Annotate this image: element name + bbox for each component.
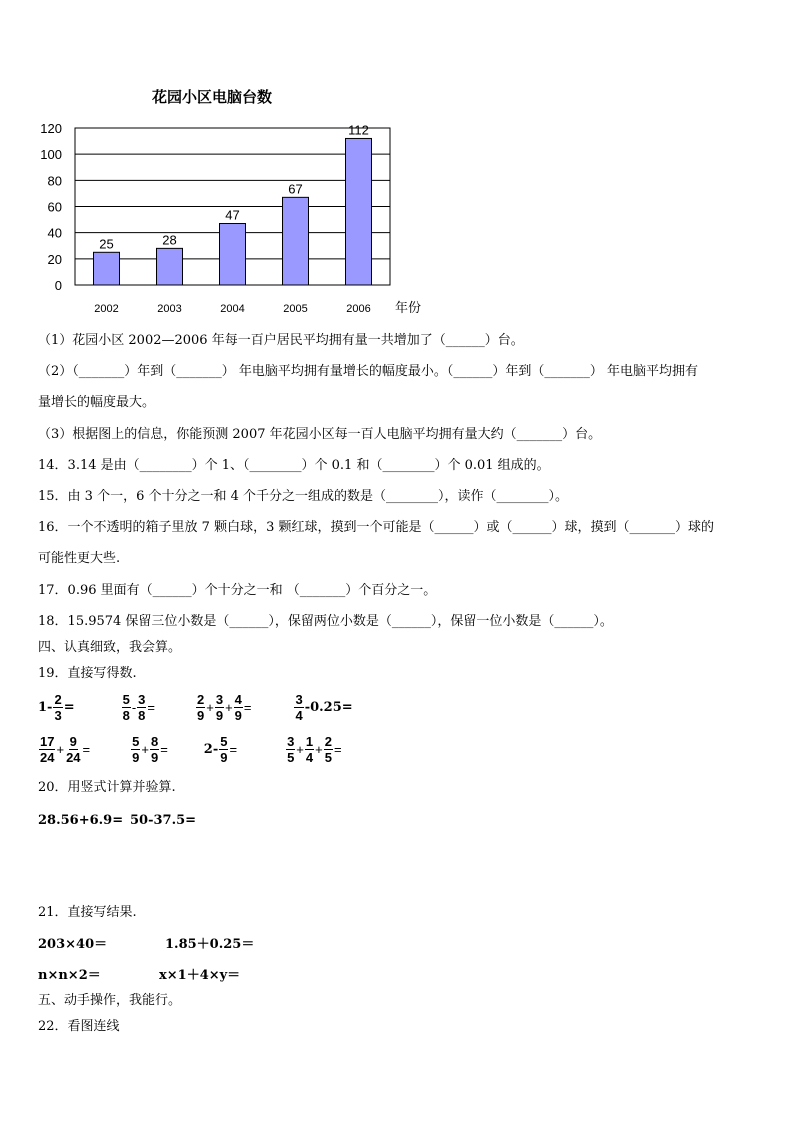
y-tick-label: 40 — [47, 225, 62, 241]
chart-title: 花园小区电脑台数 — [152, 88, 273, 106]
fraction: $\frac{3}{4}$ — [295, 692, 303, 723]
expr-d-suffix: -0.25= — [304, 700, 353, 715]
q21-item-1: 203×40＝ — [38, 937, 108, 952]
fraction: $\frac{4}{9}$ — [234, 692, 242, 723]
bar — [346, 138, 372, 285]
equals: = — [63, 700, 75, 715]
data-label: 25 — [99, 236, 114, 252]
fraction: $\frac{2}{3}$ — [54, 692, 62, 723]
expr-a-prefix: 1- — [38, 700, 53, 715]
fraction: $\frac{2}{9}$ — [197, 692, 205, 723]
y-tick-label: 20 — [47, 251, 62, 267]
y-tick-label: 100 — [40, 147, 62, 163]
x-axis-label: 年份 — [395, 300, 422, 315]
data-label: 67 — [288, 181, 303, 197]
bar — [220, 224, 246, 285]
question-14: 14．3.14 是由（________）个 1、（________）个 0.1 和（________）个 0.01 组成的。 — [38, 458, 550, 473]
fraction: $\frac{3}{8}$ — [138, 692, 146, 723]
section-4-heading: 四、认真细致，我会算。 — [38, 640, 182, 655]
fraction: $\frac{3}{5}$ — [287, 734, 295, 765]
question-15: 15．由 3 个一，6 个十分之一和 4 个千分之一组成的数是（________），读作（________）。 — [38, 489, 569, 504]
question-19: 19．直接写得数. — [38, 666, 137, 681]
fraction: $\frac{8}{9}$ — [150, 734, 159, 765]
y-tick-label: 0 — [54, 278, 62, 293]
y-tick-label: 60 — [47, 199, 62, 215]
fraction: $\frac{5}{9}$ — [132, 734, 140, 765]
fraction-row-2: $\frac{17}{24}$ + $\frac{9}{24}$ = $\frac{5}{9}$ + $\frac{8}{9}$ = 2- $\frac{5}{9}$ = $\frac{3}{5}$ + $\frac{1}{4}$ + $\frac{2}{5}$ = — [40, 734, 342, 765]
question-21: 21．直接写结果. — [38, 905, 137, 920]
question-3: （3）根据图上的信息，你能预测 2007 年花园小区每一百人电脑平均拥有量大约（_______）台。 — [38, 427, 602, 442]
data-label: 47 — [225, 207, 240, 223]
q21-item-2: 1.85＋0.25＝ — [165, 937, 255, 952]
question-16-line2: 可能性更大些. — [38, 551, 121, 566]
q20-item-1: 28.56+6.9= — [38, 813, 124, 828]
data-label: 28 — [162, 232, 177, 248]
question-16-line1: 16．一个不透明的箱子里放 7 颗白球，3 颗红球，摸到一个可能是（______）或（______）球，摸到（_______）球的 — [38, 520, 714, 535]
fraction: $\frac{2}{5}$ — [324, 734, 332, 765]
bar — [283, 197, 309, 285]
question-18: 18．15.9574 保留三位小数是（______），保留两位小数是（______），保留一位小数是（______）。 — [38, 614, 613, 629]
bar — [94, 252, 120, 285]
section-5-heading: 五、动手操作，我能行。 — [38, 993, 182, 1008]
x-tick-label: 2006 — [346, 303, 371, 315]
question-1: （1）花园小区 2002—2006 年每一百户居民平均拥有量一共增加了（______）台。 — [38, 333, 524, 348]
q20-item-2: 50-37.5= — [130, 813, 197, 828]
x-tick-label: 2004 — [220, 303, 245, 315]
question-20: 20．用竖式计算并验算. — [38, 780, 176, 795]
fraction: $\frac{5}{9}$ — [220, 734, 228, 765]
bar-chart — [30, 115, 430, 325]
expr-g-prefix: 2- — [203, 742, 219, 757]
x-tick-label: 2005 — [283, 303, 308, 315]
data-label: 112 — [348, 122, 369, 138]
fraction-row-1: 1- $\frac{2}{3}$ = $\frac{5}{8}$ - $\frac{3}{8}$ = $\frac{2}{9}$ + $\frac{3}{9}$ + $\frac{4}{9}$ = $\frac{3}{4}$ -0.25= — [38, 692, 353, 723]
fraction: $\frac{9}{24}$ — [66, 734, 81, 765]
y-tick-label: 120 — [40, 121, 62, 136]
fraction: $\frac{3}{9}$ — [215, 692, 224, 723]
q21-item-4: x×1＋4×y＝ — [159, 968, 241, 983]
question-2-line1: （2）（_______）年到（_______） 年电脑平均拥有量增长的幅度最小。（______）年到（_______） 年电脑平均拥有 — [38, 364, 699, 379]
x-tick-label: 2003 — [157, 303, 182, 315]
fraction: $\frac{1}{4}$ — [305, 734, 314, 765]
fraction: $\frac{5}{8}$ — [122, 692, 130, 723]
question-22: 22．看图连线 — [38, 1019, 120, 1034]
x-tick-label: 2002 — [94, 303, 119, 315]
bar — [157, 248, 183, 285]
y-tick-label: 80 — [47, 173, 62, 189]
q21-item-3: n×n×2＝ — [38, 968, 101, 983]
fraction: $\frac{17}{24}$ — [40, 734, 55, 765]
question-2-line2: 量增长的幅度最大。 — [38, 395, 156, 410]
question-17: 17．0.96 里面有（______）个十分之一和 （_______）个百分之一。 — [38, 583, 437, 598]
